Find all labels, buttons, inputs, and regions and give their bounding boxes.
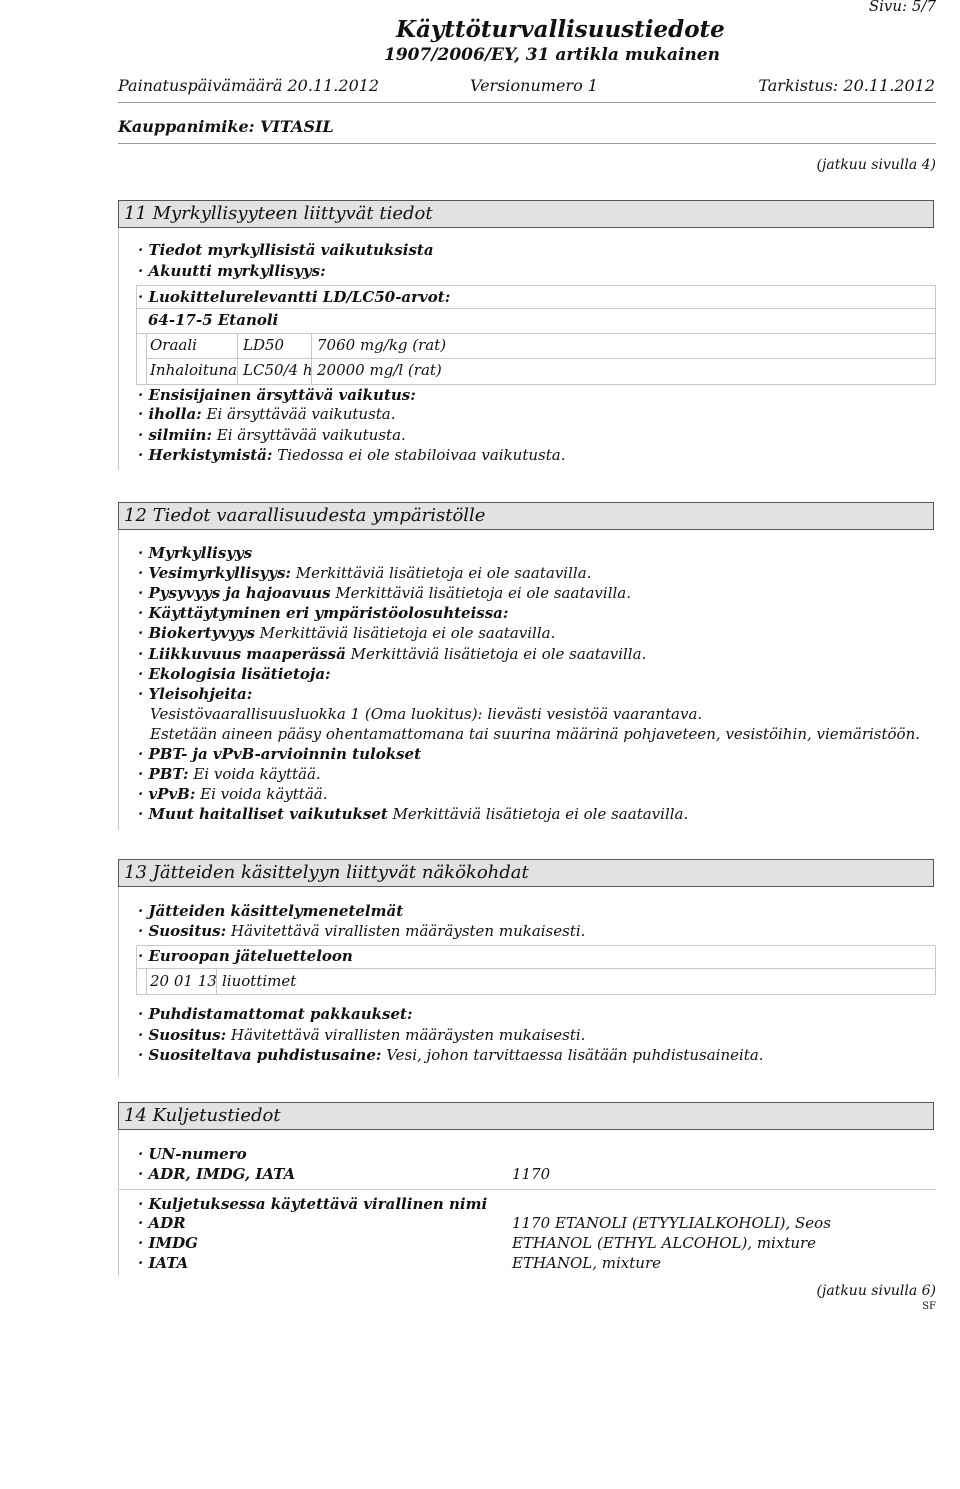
print-date: Painatuspäivämäärä 20.11.2012 [118, 76, 380, 95]
s12-eco-info: · Ekologisia lisätietoja: [138, 665, 331, 683]
s11-acute-toxicity: · Akuutti myrkyllisyys: [138, 262, 326, 280]
revision-date: Tarkistus: 20.11.2012 [758, 76, 935, 95]
s11-eyes: · silmiin: Ei ärsyttävää vaikutusta. [138, 426, 406, 444]
s14-imdg-value: ETHANOL (ETHYL ALCOHOL), mixture [512, 1234, 817, 1252]
document-title: Käyttöturvallisuustiedote [396, 16, 725, 43]
header-rule [118, 102, 936, 103]
section-14-frame [118, 1130, 119, 1276]
s13-packaging-recommendation: · Suositus: Hävitettävä virallisten määräysten mukaisesti. [138, 1026, 586, 1044]
s12-behaviour: · Käyttäytyminen eri ympäristöolosuhteissa: [138, 604, 509, 622]
s14-un-value: 1170 [512, 1165, 551, 1183]
s11-sensitization: · Herkistymistä: Tiedossa ei ole stabiloivaa vaikutusta. [138, 446, 566, 464]
language-code: SF [922, 1301, 936, 1312]
s14-iata-label: · IATA [138, 1254, 189, 1272]
ld50-substance: 64-17-5 Etanoli [148, 311, 279, 329]
lc50-row-value: 20000 mg/l (rat) [317, 361, 442, 379]
waste-code-caption: · Euroopan jäteluetteloon [138, 947, 353, 965]
s14-shipping-name: · Kuljetuksessa käytettävä virallinen nimi [138, 1195, 488, 1213]
s12-other-effects: · Muut haitalliset vaikutukset Merkittäviä lisätietoja ei ole saatavilla. [138, 805, 689, 823]
document-subtitle: 1907/2006/EY, 31 artikla mukainen [384, 45, 720, 65]
s12-pbt-results: · PBT- ja vPvB-arvioinnin tulokset [138, 745, 422, 763]
section-13-heading: 13 Jätteiden käsittelyyn liittyvät näkökohdat [118, 859, 934, 887]
s14-iata-value: ETHANOL, mixture [512, 1254, 662, 1272]
lc50-row-type: LC50/4 h [243, 361, 313, 379]
s11-toxic-effects: · Tiedot myrkyllisistä vaikutuksista [138, 241, 434, 259]
s12-toxicity: · Myrkyllisyys [138, 544, 253, 562]
section-14-heading: 14 Kuljetustiedot [118, 1102, 934, 1130]
s12-general-notes: · Yleisohjeita: [138, 685, 253, 703]
s13-methods: · Jätteiden käsittelymenetelmät [138, 902, 404, 920]
s13-recommendation: · Suositus: Hävitettävä virallisten määräysten mukaisesti. [138, 922, 586, 940]
trade-name: Kauppanimike: VITASIL [118, 117, 334, 136]
s12-mobility: · Liikkuvuus maaperässä Merkittäviä lisätietoja ei ole saatavilla. [138, 645, 647, 663]
s12-water-hazard-class: Vesistövaarallisuusluokka 1 (Oma luokitus): lievästi vesistöä vaarantava. [150, 705, 703, 723]
s12-persistence: · Pysyvyys ja hajoavuus Merkittäviä lisätietoja ei ole saatavilla. [138, 584, 631, 602]
s12-pbt: · PBT: Ei voida käyttää. [138, 765, 321, 783]
s14-un-number: · UN-numero [138, 1145, 247, 1163]
section-13-frame [118, 887, 119, 1077]
waste-code: 20 01 13 [150, 972, 217, 990]
header-rule-2 [118, 143, 936, 144]
section-12-frame [118, 530, 119, 830]
ld50-row-route: Oraali [150, 336, 197, 354]
version-number: Versionumero 1 [470, 76, 598, 95]
s12-vpvb: · vPvB: Ei voida käyttää. [138, 785, 328, 803]
ld50-row-value: 7060 mg/kg (rat) [317, 336, 447, 354]
continued-from: (jatkuu sivulla 4) [816, 157, 936, 173]
s12-aquatic: · Vesimyrkyllisyys: Merkittäviä lisätietoja ei ole saatavilla. [138, 564, 592, 582]
s14-imdg-label: · IMDG [138, 1234, 198, 1252]
s14-adr-label: · ADR [138, 1214, 186, 1232]
s14-adr-value: 1170 ETANOLI (ETYYLIALKOHOLI), Seos [512, 1214, 831, 1232]
continued-to: (jatkuu sivulla 6) [816, 1283, 936, 1299]
s13-packaging: · Puhdistamattomat pakkaukset: [138, 1005, 413, 1023]
section-11-frame [118, 228, 119, 470]
s12-bioaccumulation: · Biokertyvyys Merkittäviä lisätietoja ei ole saatavilla. [138, 624, 556, 642]
s11-irritation: · Ensisijainen ärsyttävä vaikutus: [138, 386, 416, 404]
page-number: Sivu: 5/7 [868, 0, 936, 15]
ld50-row-type: LD50 [243, 336, 285, 354]
lc50-row-route: Inhaloituna [150, 361, 238, 379]
waste-code-description: liuottimet [222, 972, 297, 990]
s12-groundwater-note: Estetään aineen pääsy ohentamattomana tai suurina määrinä pohjaveteen, vesistöihin, viemäristöön. [150, 725, 921, 743]
section-11-heading: 11 Myrkyllisyyteen liittyvät tiedot [118, 200, 934, 228]
section-12-heading: 12 Tiedot vaarallisuudesta ympäristölle [118, 502, 934, 530]
ld50-table-caption: · Luokittelurelevantti LD/LC50-arvot: [138, 288, 451, 306]
s14-un-modes: · ADR, IMDG, IATA [138, 1165, 296, 1183]
s13-cleaning-agent: · Suositeltava puhdistusaine: Vesi, johon tarvittaessa lisätään puhdistusaineita. [138, 1046, 764, 1064]
s11-skin: · iholla: Ei ärsyttävää vaikutusta. [138, 405, 396, 423]
